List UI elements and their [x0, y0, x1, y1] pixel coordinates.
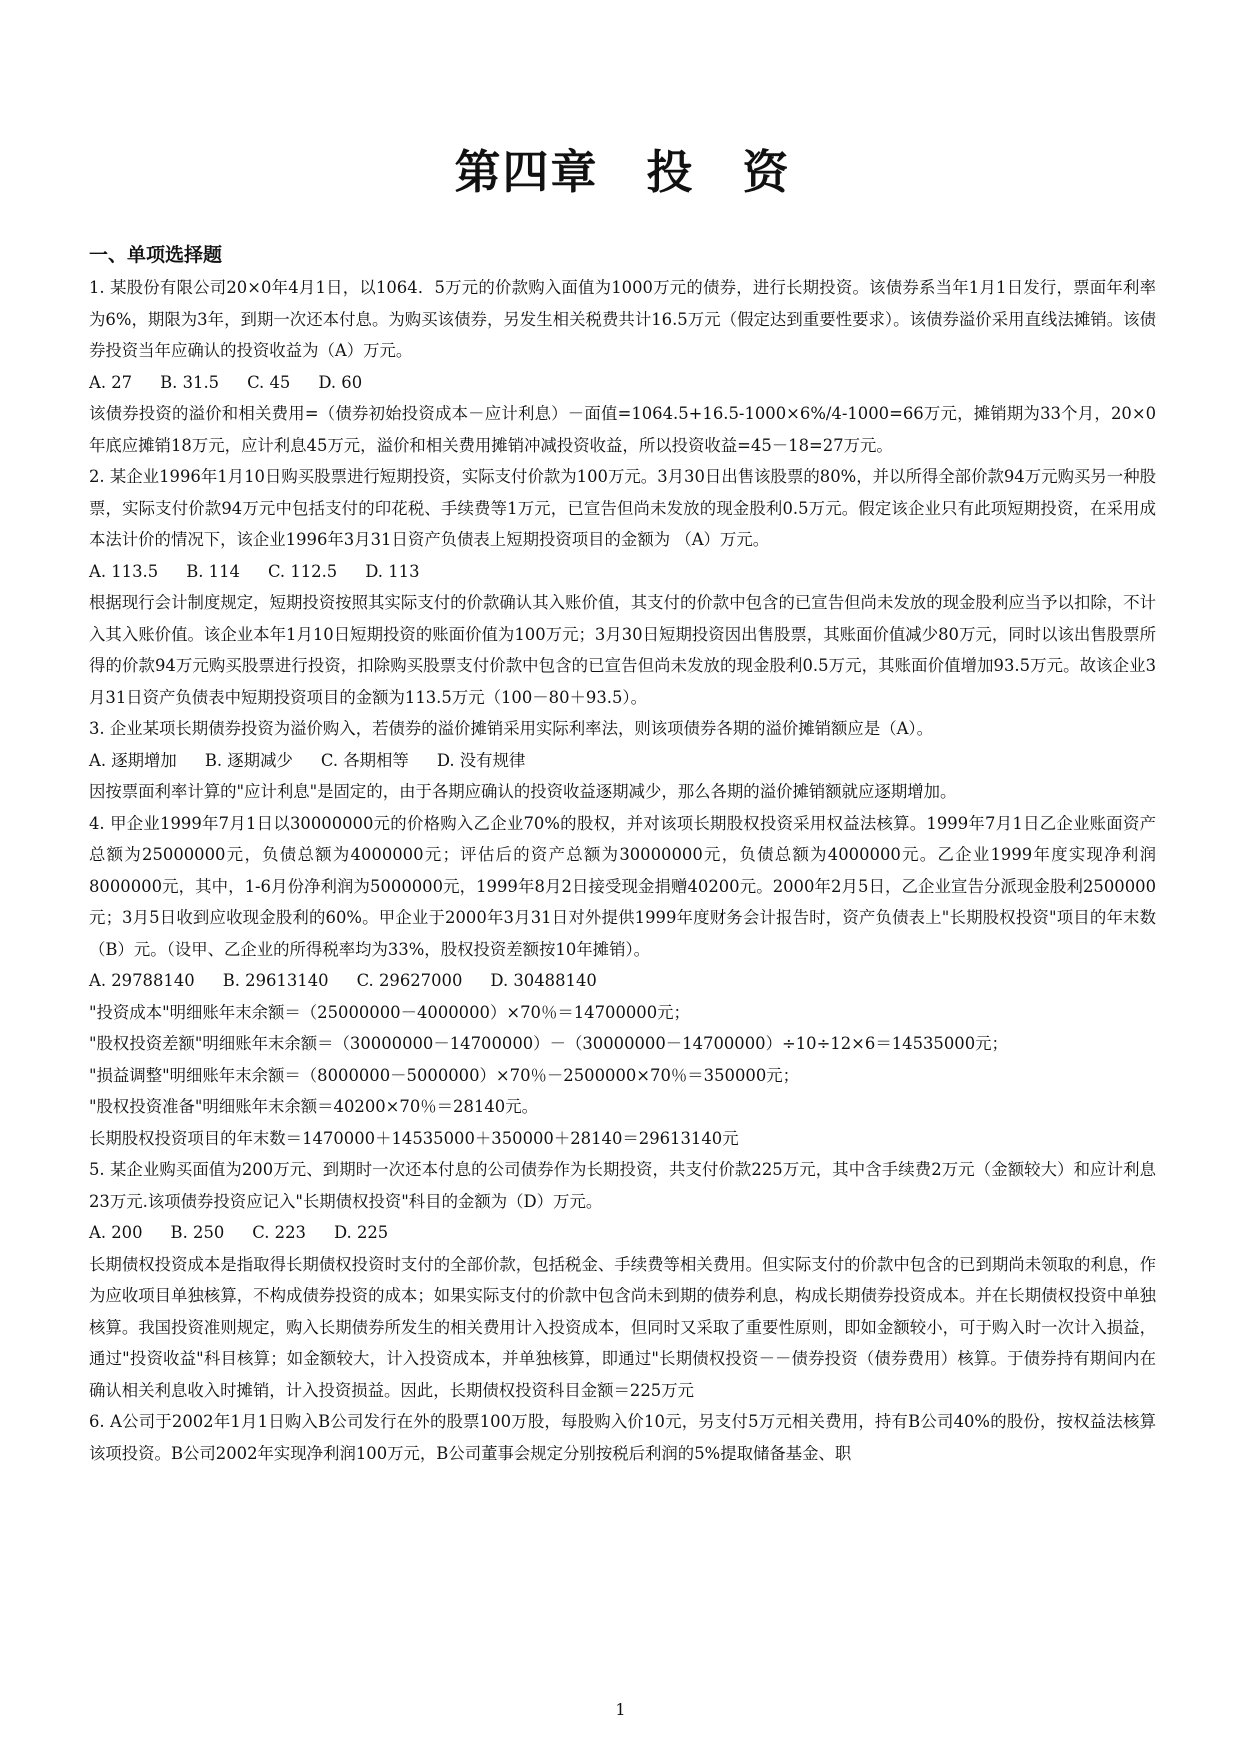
answer-option: C. 223 — [252, 1223, 306, 1242]
answer-explanation: 长期债权投资成本是指取得长期债权投资时支付的全部价款，包括税金、手续费等相关费用。但实际支付的价款中包含的已到期尚未领取的利息，作为应收项目单独核算，不构成债券投资的成本；如果实际支付的价款中包含尚未到期的债券利息，构成长期债券投资成本。并在长期债权投资中单独核算。我国投资准则规定，购入长期债券所发生的相关费用计入投资成本，但同时又采取了重要性原则，即如金额较小，可于购入时一次计入损益，通过"投资收益"科目核算；如金额较大，计入投资成本，并单独核算，即通过"长期债权投资－－债券投资（债券费用）核算。于债券持有期间内在确认相关利息收入时摊销，计入投资损益。因此，长期债权投资科目金额＝225万元 — [89, 1254, 1156, 1400]
answer-explanation: 根据现行会计制度规定，短期投资按照其实际支付的价款确认其入账价值，其支付的价款中包含的已宣告但尚未发放的现金股利应当予以扣除，不计入其入账价值。该企业本年1月10日短期投资的账面价值为100万元；3月30日短期投资因出售股票，其账面价值减少80万元，同时以该出售股票所得的价款94万元购买股票进行投资，扣除购买股票支付价款中包含的已宣告但尚未发放的现金股利0.5万元，其账面价值增加93.5万元。故该企业3月31日资产负债表中短期投资项目的金额为113.5万元（100－80＋93.5）。 — [89, 593, 1156, 707]
answer-option: D. 没有规律 — [436, 750, 526, 770]
answer-explanation: "股权投资准备"明细账年末余额＝40200×70％＝28140元。 — [89, 1097, 538, 1116]
answer-explanation: "股权投资差额"明细账年末余额＝（30000000－14700000）－（30000000－14700000）÷10÷12×6＝14535000元； — [89, 1034, 1008, 1053]
question-list — [89, 272, 1156, 1469]
question-stem: 6. A公司于2002年1月1日购入B公司发行在外的股票100万股，每股购入价10元，另支付5万元相关费用，持有B公司40%的股份，按权益法核算该项投资。B公司2002年实现净利润100万元，B公司董事会规定分别按税后利润的5%提取储备基金、职 — [89, 1412, 1156, 1463]
answer-explanation: 该债券投资的溢价和相关费用=（债券初始投资成本－应计利息）－面值=1064.5+16.5-1000×6%/4-1000=66万元，摊销期为33个月，20×0年底应摊销18万元，应计利息45万元，溢价和相关费用摊销冲减投资收益，所以投资收益=45－18=27万元。 — [89, 404, 1156, 455]
answer-option: D. 113 — [365, 561, 420, 581]
answer-option: B. 31.5 — [160, 372, 220, 392]
question-stem: 5. 某企业购买面值为200万元、到期时一次还本付息的公司债券作为长期投资，共支付价款225万元，其中含手续费2万元（金额较大）和应计利息23万元.该项债券投资应记入"长期债权投资"科目的金额为（D）万元。 — [89, 1160, 1156, 1211]
answer-option: B. 250 — [170, 1223, 225, 1242]
question-stem: 1. 某股份有限公司20×0年4月1日，以1064．5万元的价款购入面值为1000万元的债券，进行长期投资。该债券系当年1月1日发行，票面年利率为6%，期限为3年，到期一次还本付息。为购买该债券，另发生相关税费共计16.5万元（假定达到重要性要求）。该债券溢价采用直线法摊销。该债券投资当年应确认的投资收益为（A）万元。 — [89, 278, 1156, 360]
answer-option: C. 45 — [247, 372, 291, 392]
section-title: 一、单项选择题 — [89, 244, 223, 266]
answer-option: A. 27 — [89, 372, 133, 392]
answer-option: B. 29613140 — [222, 971, 329, 990]
answer-explanation: "投资成本"明细账年末余额＝（25000000－4000000）×70％＝14700000元； — [89, 1002, 690, 1022]
chapter-title: 第四章 投 资 — [454, 145, 791, 199]
answer-explanation: 因按票面利率计算的"应计利息"是固定的，由于各期应确认的投资收益逐期减少，那么各期的溢价摊销额就应逐期增加。 — [89, 782, 957, 801]
page-number: 1 — [615, 1700, 626, 1719]
answer-options — [89, 1217, 1156, 1249]
answer-options — [89, 745, 1156, 777]
question-stem: 3. 企业某项长期债券投资为溢价购入，若债券的溢价摊销采用实际利率法，则该项债券各期的溢价摊销额应是（A）。 — [89, 719, 934, 738]
answer-explanation: 长期股权投资项目的年末数＝1470000＋14535000＋350000＋28140＝29613140元 — [89, 1128, 739, 1148]
answer-option: C. 112.5 — [267, 561, 338, 581]
answer-option: D. 225 — [333, 1223, 389, 1242]
answer-option: A. 逐期增加 — [89, 750, 177, 770]
answer-option: A. 113.5 — [89, 561, 159, 581]
answer-option: B. 逐期减少 — [204, 750, 293, 770]
answer-options — [89, 965, 1156, 997]
answer-explanation: "损益调整"明细账年末余额＝（8000000－5000000）×70％－2500000×70％＝350000元； — [89, 1065, 800, 1085]
answer-option: D. 60 — [318, 372, 363, 392]
answer-option: A. 29788140 — [89, 971, 195, 990]
question-stem: 4. 甲企业1999年7月1日以30000000元的价格购入乙企业70%的股权，并对该项长期股权投资采用权益法核算。1999年7月1日乙企业账面资产总额为25000000元，负债总额为4000000元；评估后的资产总额为30000000元，负债总额为4000000元。乙企业1999年度实现净利润8000000元，其中，1-6月份净利润为5000000元，1999年8月2日接受现金捐赠40200元。2000年2月5日，乙企业宣告分派现金股利2500000元；3月5日收到应收现金股利的60%。甲企业于2000年3月31日对外提供1999年度财务会计报告时，资产负债表上"长期股权投资"项目的年末数（B）元。（设甲、乙企业的所得税率均为33%，股权投资差额按10年摊销）。 — [89, 813, 1156, 959]
answer-option: D. 30488140 — [490, 971, 597, 990]
answer-option: C. 各期相等 — [320, 750, 409, 770]
answer-option: C. 29627000 — [356, 971, 463, 990]
answer-options — [89, 367, 1156, 399]
answer-options — [89, 556, 1156, 588]
question-stem: 2. 某企业1996年1月10日购买股票进行短期投资，实际支付价款为100万元。3月30日出售该股票的80%，并以所得全部价款94万元购买另一种股票，实际支付价款94万元中包括支付的印花税、手续费等1万元，已宣告但尚未发放的现金股利0.5万元。假定该企业只有此项短期投资，在采用成本法计价的情况下，该企业1996年3月31日资产负债表上短期投资项目的金额为 （A）万元。 — [89, 467, 1156, 549]
answer-option: B. 114 — [186, 561, 240, 581]
answer-option: A. 200 — [89, 1223, 143, 1242]
